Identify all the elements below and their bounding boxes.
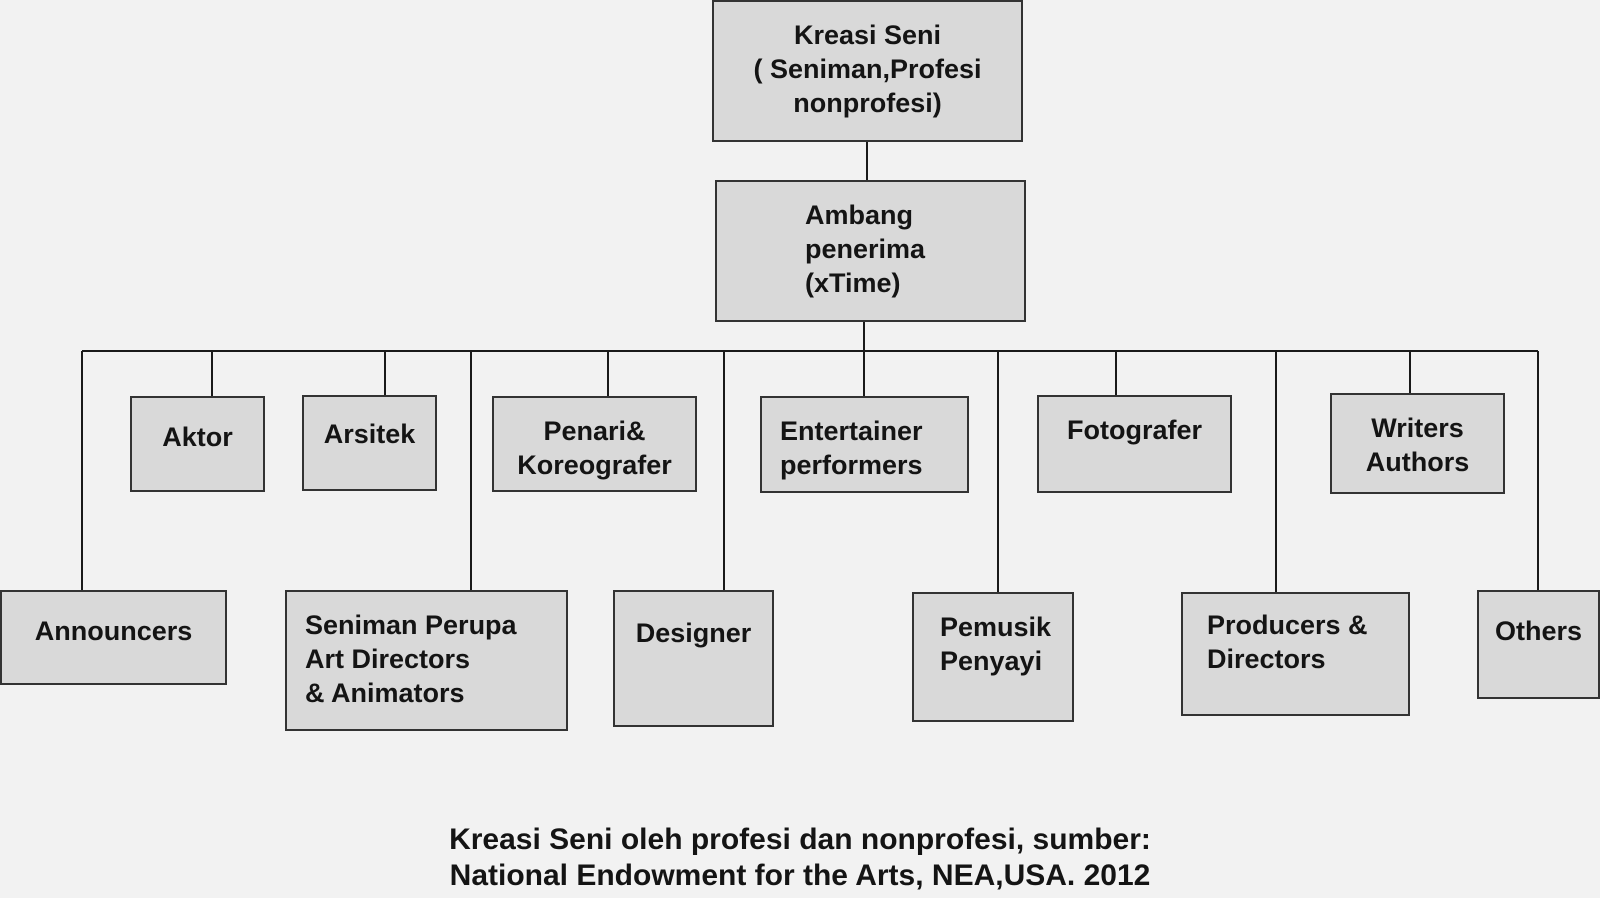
node-writers-authors: Writers Authors [1330, 393, 1505, 494]
node-pemusik-penyayi: Pemusik Penyayi [912, 592, 1074, 722]
node-designer: Designer [613, 590, 774, 727]
node-ambang-penerima: Ambang penerima (xTime) [715, 180, 1026, 322]
node-producers-directors: Producers & Directors [1181, 592, 1410, 716]
node-announcers: Announcers [0, 590, 227, 685]
diagram-caption: Kreasi Seni oleh profesi dan nonprofesi, sumber: National Endowment for the Arts, NEA,USA. 2012 [449, 823, 1151, 892]
node-kreasi-seni: Kreasi Seni ( Seniman,Profesi nonprofesi) [712, 0, 1023, 142]
node-fotografer: Fotografer [1037, 395, 1232, 493]
node-entertainer-performers: Entertainer performers [760, 396, 969, 493]
node-aktor: Aktor [130, 396, 265, 492]
node-seniman-perupa: Seniman Perupa Art Directors & Animators [285, 590, 568, 731]
node-penari-koreografer: Penari& Koreografer [492, 396, 697, 492]
node-arsitek: Arsitek [302, 395, 437, 491]
node-others: Others [1477, 590, 1600, 699]
